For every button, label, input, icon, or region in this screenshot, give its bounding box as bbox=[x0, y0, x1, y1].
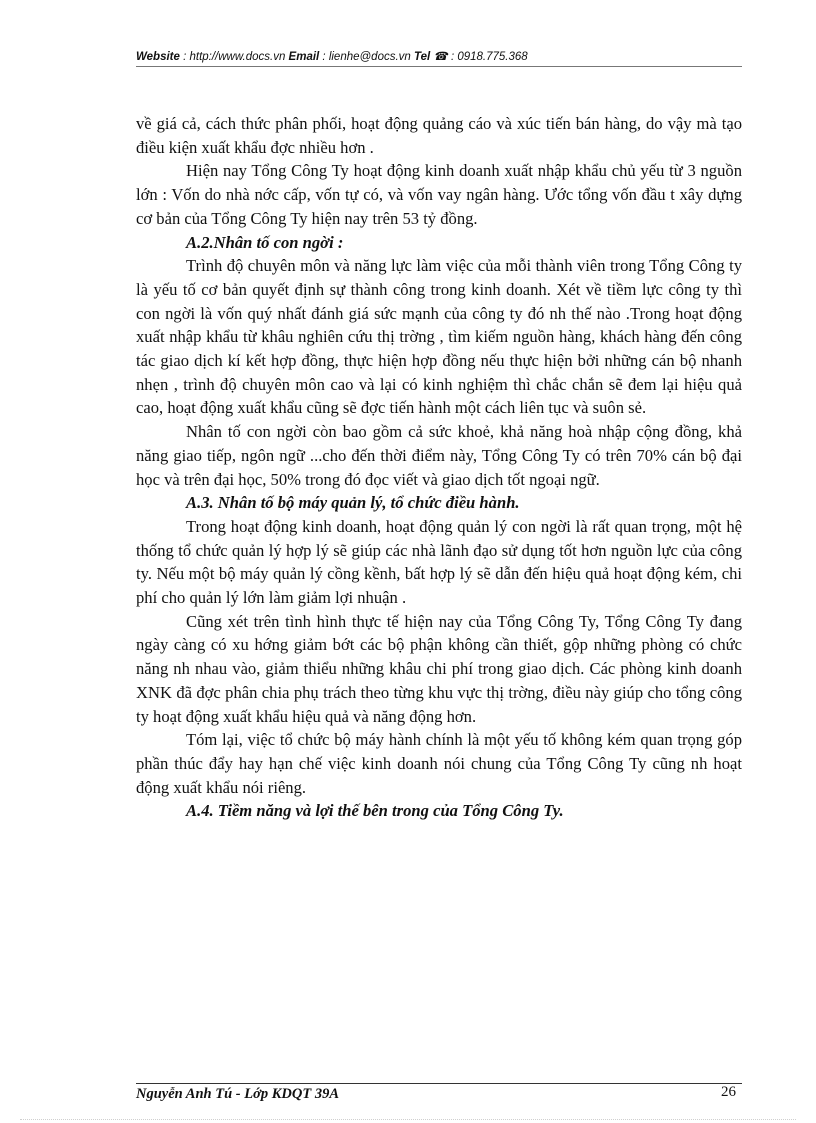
paragraph: Hiện nay Tổng Công Ty hoạt động kinh doanh xuất nhập khẩu chủ yếu từ 3 nguồn lớn : Vốn do nhà nớc cấp, vốn tự có, và vốn vay ngân hàng. Ước tổng vốn đầu t xây dựng cơ bản của Tổng Công Ty hiện nay trên 53 tỷ đồng. bbox=[136, 161, 742, 228]
section-heading: A.2.Nhân tố con ngời : bbox=[186, 232, 344, 252]
page-header bbox=[136, 49, 742, 63]
footer-rule bbox=[136, 1083, 742, 1084]
header-rule bbox=[136, 66, 742, 67]
page-footer bbox=[136, 1086, 740, 1103]
footer-author: Nguyễn Anh Tú - Lớp KDQT 39A bbox=[136, 1086, 340, 1102]
paragraph: Cũng xét trên tình hình thực tế hiện nay của Tổng Công Ty, Tổng Công Ty đang ngày càng có xu hớng giảm bớt các bộ phận không cần thiết, gộp những phòng có chức năng nh nhau vào, giảm thiểu những khâu chi phí trong giao dịch. Các phòng kinh doanh XNK đã đợc phân chia phụ trách theo từng khu vực thị trờng, điều này giúp cho tổng công ty hoạt động xuất khẩu hiệu quả và năng động hơn. bbox=[136, 611, 742, 726]
tel-label: Tel bbox=[414, 51, 431, 63]
email-label: Email bbox=[288, 51, 320, 63]
paragraph: Nhân tố con ngời còn bao gồm cả sức khoẻ, khả năng hoà nhập cộng đồng, khả năng giao tiếp, ngôn ngữ ...cho đến thời điểm này, Tổng Công Ty có trên 70% cán bộ đại học và trên đại học, 50% trong đó đọc viết và giao dịch tốt ngoại ngữ. bbox=[136, 422, 742, 489]
paragraph: Trình độ chuyên môn và năng lực làm việc của mỗi thành viên trong Tổng Công ty là yếu tố cơ bản quyết định sự thành công trong kinh doanh. Xét về tiềm lực công ty thì con ngời là vốn quý nhất đánh giá sức mạnh của công ty đó nh thế nào .Trong hoạt động xuất nhập khẩu từ khâu nghiên cứu thị trờng , tìm kiếm nguồn hàng, khách hàng đến công tác giao dịch kí kết hợp đồng, thực hiện hợp đồng nếu thực hiện bởi những cán bộ nhanh nhẹn , trình độ chuyên môn cao và lại có kinh nghiệm thì chắc chắn sẽ đem lại hiệu quả cao, hoạt động xuất khẩu cũng sẽ đợc tiến hành một cách liên tục và suôn sẻ. bbox=[136, 256, 742, 418]
paragraph: Trong hoạt động kinh doanh, hoạt động quản lý con ngời là rất quan trọng, một hệ thống tổ chức quản lý hợp lý sẽ giúp các nhà lãnh đạo sử dụng tốt hơn nguồn lực của công ty. Nếu một bộ máy quản lý cồng kềnh, bất hợp lý sẽ dẫn đến hiệu quả hoạt động kém, chi phí cho quản lý lớn làm giảm lợi nhuận . bbox=[136, 516, 742, 608]
tel-number: : 0918.775.368 bbox=[447, 51, 528, 63]
page-number: 26 bbox=[721, 1084, 736, 1100]
paragraph: về giá cả, cách thức phân phối, hoạt động quảng cáo và xúc tiến bán hàng, do vậy mà tạo điều kiện xuất khẩu đợc nhiều hơn . bbox=[136, 114, 742, 157]
paragraph: Tóm lại, việc tổ chức bộ máy hành chính là một yếu tố không kém quan trọng góp phần thúc đẩy hay hạn chế việc kinh doanh nói chung của Tổng Công Ty cũng nh hoạt động xuất khẩu nói riêng. bbox=[136, 730, 742, 797]
section-heading: A.3. Nhân tố bộ máy quản lý, tổ chức điều hành. bbox=[186, 493, 520, 513]
section-heading: A.4. Tiềm năng và lợi thế bên trong của Tổng Công Ty. bbox=[186, 801, 564, 821]
page-edge-dots bbox=[20, 1119, 796, 1120]
phone-icon: ☎ bbox=[433, 51, 448, 63]
email-address[interactable]: : lienhe@docs.vn bbox=[319, 51, 415, 63]
website-url[interactable]: : http://www.docs.vn bbox=[179, 51, 289, 63]
document-body bbox=[136, 112, 742, 823]
website-label: Website bbox=[136, 51, 180, 63]
